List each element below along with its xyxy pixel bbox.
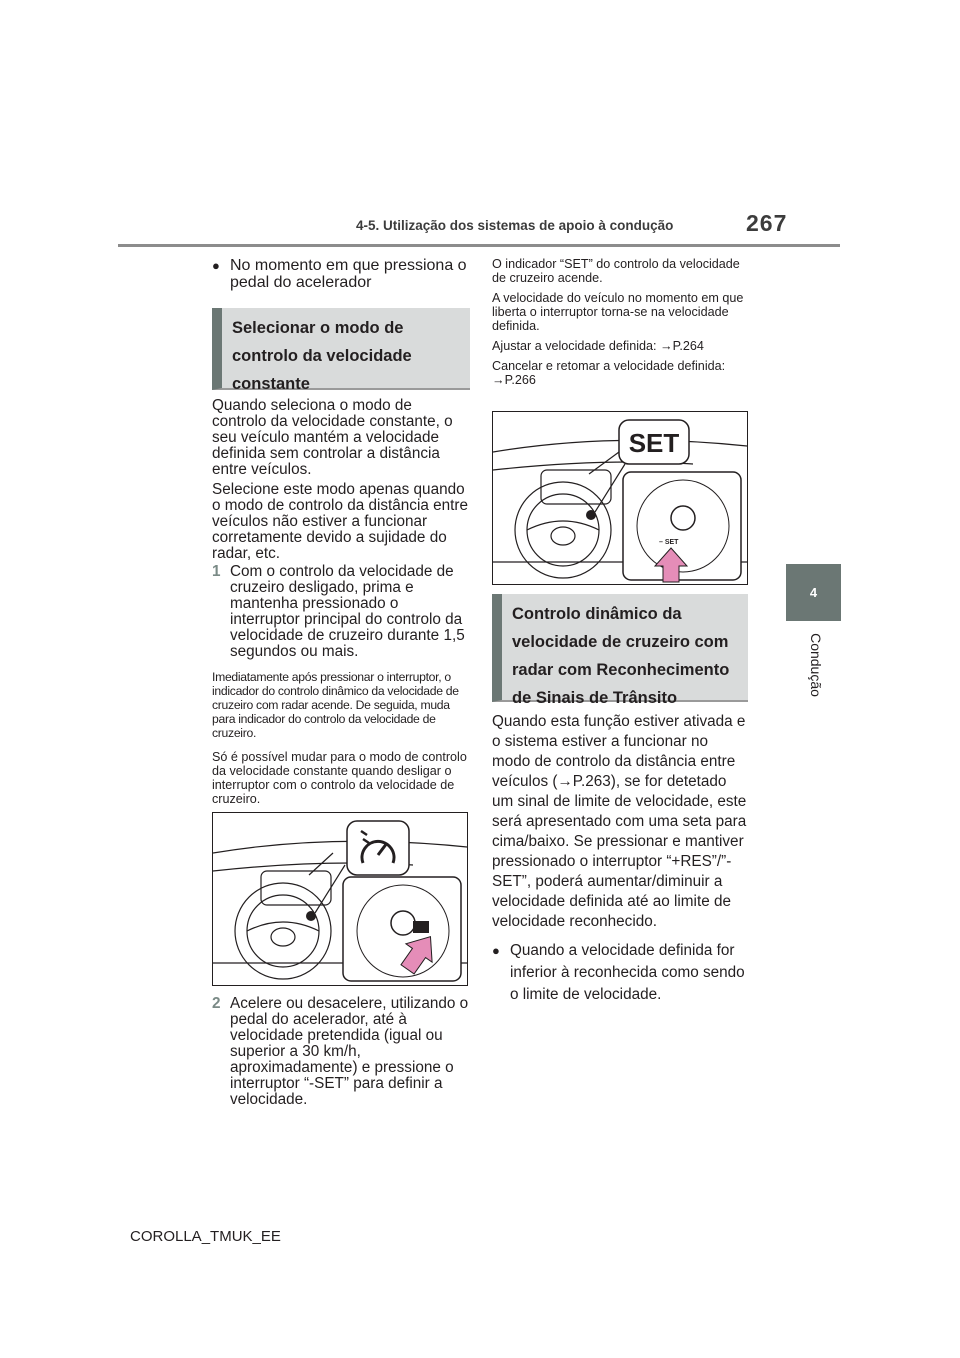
paragraph-constant-speed-1: Quando seleciona o modo de controlo da velocidade constante, o seu veículo mantém a velocidade definida sem controlar a distância entre veículos. bbox=[212, 397, 453, 478]
note-indicator-change: Imediatamente após pressionar o interruptor, o indicador do controlo dinâmico da velocidade de cruzeiro com radar acende. De seguida, muda para indicador do controlo da velocidade de cruzeiro. bbox=[212, 670, 459, 740]
chapter-label bbox=[776, 620, 856, 710]
figure-steering-set-switch bbox=[492, 411, 748, 585]
chapter-label-text: Condução bbox=[808, 633, 824, 697]
note-switch-mode: Só é possível mudar para o modo de controlo da velocidade constante quando desligar o interruptor com o controlo da velocidade de cruzeiro. bbox=[212, 750, 467, 806]
header-rule bbox=[118, 244, 840, 247]
step-text: Acelere ou desacelere, utilizando o pedal do acelerador, até à velocidade pretendida (igual ou superior a 30 km/h, aproximadamente) e pressione o interruptor “-SET” para definir a velocidade. bbox=[230, 995, 469, 1108]
note-speed-set: A velocidade do veículo no momento em que liberta o interruptor torna-se na velocidade definida. bbox=[492, 291, 744, 333]
step-text: Com o controlo da velocidade de cruzeiro desligado, prima e mantenha pressionado o interruptor principal do controlo da velocidade de cruzeiro durante 1,5 segundos ou mais. bbox=[230, 563, 465, 660]
paragraph-rsa-cruise: Quando esta função estiver ativada e o sistema estiver a funcionar no modo de controlo da distância entre veículos (→P.263), se for detetado um sinal de limite de velocidade, este será apresentado com uma seta para cima/baixo. Se pressionar e mantiver pressionado o interruptor “+RES”/”-SET”, poderá aumentar/diminuir a velocidade definida até ao limite de velocidade reconhecido. bbox=[492, 713, 747, 930]
step-2 bbox=[212, 996, 470, 1108]
note-adjust-speed: Ajustar a velocidade definida: →P.264 bbox=[492, 339, 704, 353]
bullet-text: Quando a velocidade definida for inferior à reconhecida como sendo o limite de velocidade. bbox=[510, 942, 745, 1003]
chapter-tab: 4 bbox=[786, 564, 841, 621]
note-cancel-resume: Cancelar e retomar a velocidade definida: →P.266 bbox=[492, 359, 726, 387]
bullet-set-speed-lower bbox=[492, 940, 748, 1006]
step-1 bbox=[212, 564, 470, 660]
steering-wheel-illustration bbox=[213, 813, 467, 985]
set-callout-label: SET bbox=[628, 428, 680, 458]
section-title-rsa-cruise: Controlo dinâmico da velocidade de cruzeiro com radar com Reconhecimento de Sinais de Trânsito bbox=[492, 594, 748, 702]
set-switch-label: – SET bbox=[659, 539, 679, 546]
bullet-accelerator bbox=[212, 257, 470, 291]
paragraph-constant-speed-2: Selecione este modo apenas quando o modo de controlo da distância entre veículos não estiver a funcionar corretamente devido a sujidade do radar, etc. bbox=[212, 481, 468, 562]
section-title-constant-speed: Selecionar o modo de controlo da velocidade constante bbox=[212, 308, 470, 390]
figure-steering-main-switch bbox=[212, 812, 468, 986]
bullet-dot-icon: ● bbox=[212, 258, 220, 273]
page-number: 267 bbox=[746, 210, 788, 236]
footer-model: COROLLA_TMUK_EE bbox=[130, 1228, 281, 1245]
left-column bbox=[212, 257, 470, 806]
right-column-main bbox=[492, 594, 748, 1006]
step-number: 1 bbox=[212, 563, 221, 580]
note-set-indicator: O indicador “SET” do controlo da velocidade de cruzeiro acende. bbox=[492, 257, 740, 285]
bullet-dot-icon: ● bbox=[492, 943, 500, 958]
bullet-text: No momento em que pressiona o pedal do acelerador bbox=[230, 257, 467, 291]
step-number: 2 bbox=[212, 995, 221, 1012]
right-column-notes bbox=[492, 257, 748, 387]
steering-wheel-illustration bbox=[493, 412, 747, 584]
header-title: 4-5. Utilização dos sistemas de apoio à condução bbox=[356, 218, 674, 233]
